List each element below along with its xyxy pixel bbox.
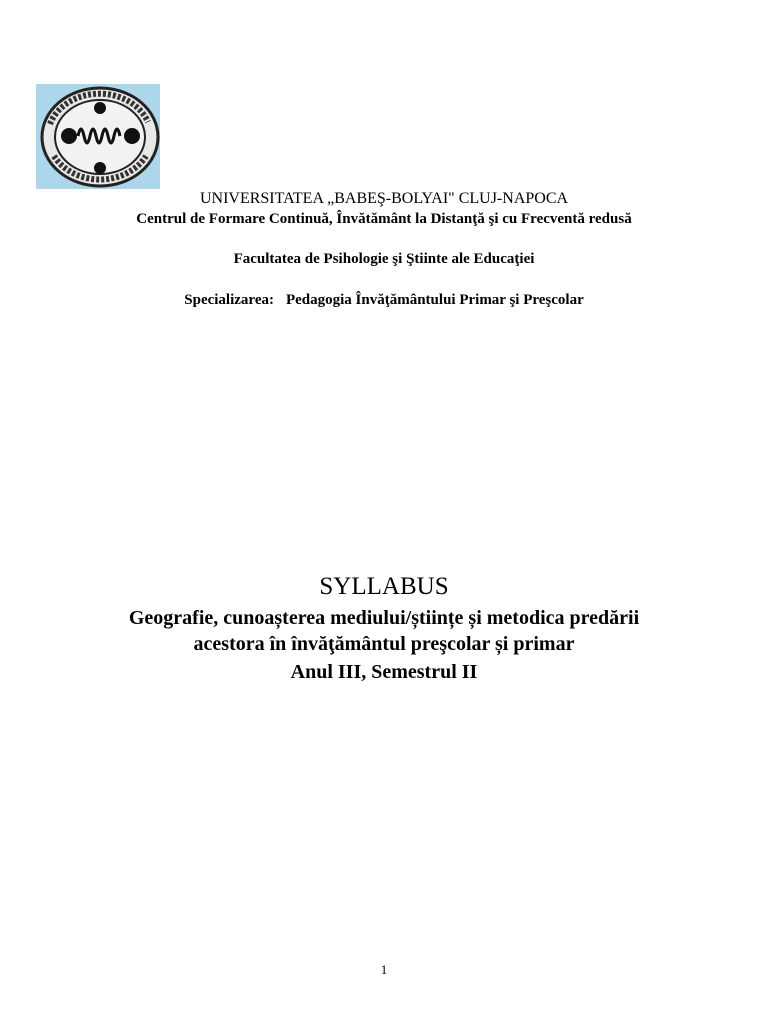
course-year-semester: Anul III, Semestrul II [290, 661, 478, 683]
faculty-name: Facultatea de Psihologie şi Ştiinte ale Educaţiei [233, 251, 535, 267]
centre-name: Centrul de Formare Continuă, Învătământ la Distanţă şi cu Frecventă redusă [136, 211, 632, 227]
specialization [0, 290, 768, 310]
course-title-line-2: acestora în învăţământul preşcolar și primar [193, 633, 575, 655]
course-title-line-1: Geografie, cunoașterea mediului/științe și metodica predării [128, 607, 640, 629]
document-title: SYLLABUS [319, 573, 449, 600]
university-name: UNIVERSITATEA „BABEŞ-BOLYAI" CLUJ-NAPOCA [199, 190, 569, 207]
specialization-value: Pedagogia Învăţământului Primar şi Preşcolar [285, 292, 584, 308]
page-number: 1 [380, 962, 388, 977]
specialization-label: Specializarea: [184, 292, 274, 308]
institution-logo [36, 84, 160, 189]
logo-seal-icon [36, 84, 160, 189]
